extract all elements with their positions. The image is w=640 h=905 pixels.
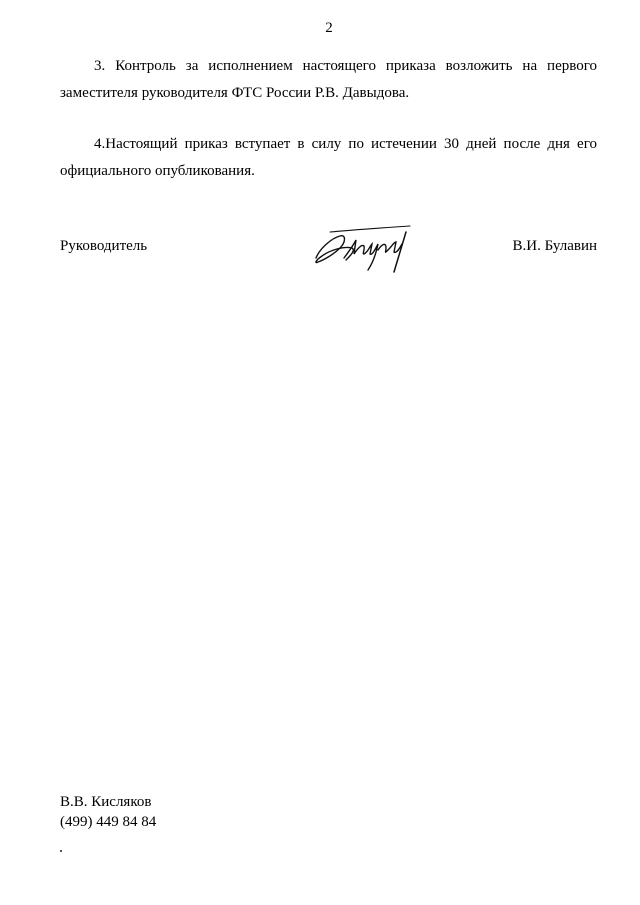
paragraph-4-line-2: официального опубликования. [60,163,255,179]
paragraph-4-line-1: 4.Настоящий приказ вступает в силу по истечении 30 дней после дня его [94,136,597,152]
page-number: 2 [325,20,333,36]
executor-block [60,792,156,832]
paragraph-3-line-1: 3. Контроль за исполнением настоящего приказа возложить на первого [94,58,597,74]
paragraph-3 [60,53,597,107]
scan-speck [60,850,62,852]
handwritten-signature [310,220,420,276]
signature-block [60,232,597,280]
executor-phone: (499) 449 84 84 [60,814,157,830]
paragraph-3-line-2: заместителя руководителя ФТС России Р.В. Давыдова. [60,85,410,101]
signatory-name: В.И. Булавин [512,238,597,254]
signatory-title: Руководитель [60,238,148,254]
executor-name: В.В. Кисляков [60,794,152,810]
paragraph-4 [60,131,597,185]
